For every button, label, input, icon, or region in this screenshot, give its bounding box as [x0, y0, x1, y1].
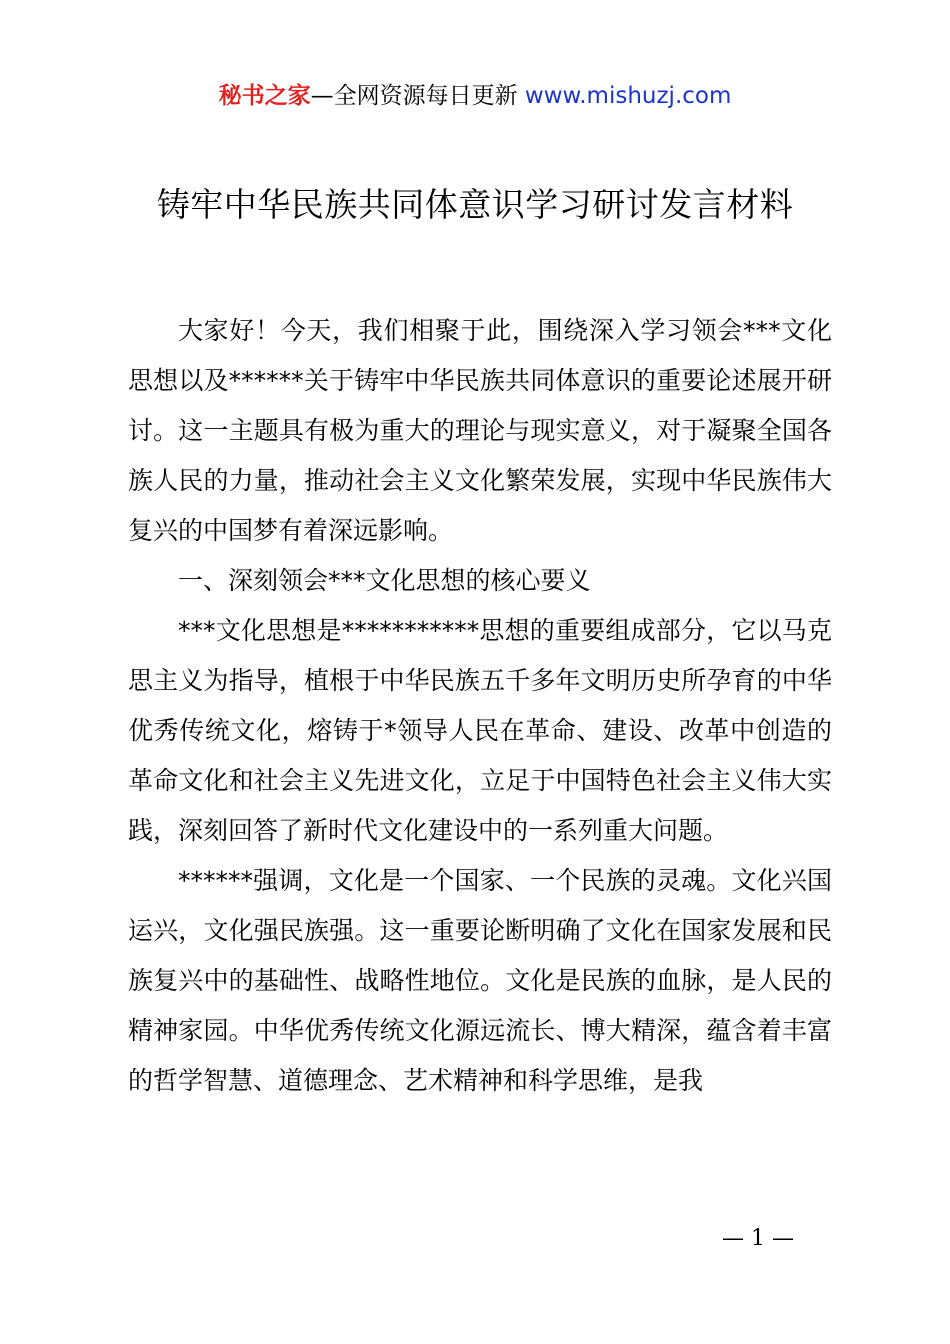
paragraph-culture-thought: ***文化思想是***********思想的重要组成部分，它以马克思主义为指导，植根于中华民族五千多年文明历史所孕育的中华优秀传统文化，熔铸于*领导人民在革命、建设、改革中创造的革命文化和社会主义先进文化，立足于中国特色社会主义伟大实践，深刻回答了新时代文化建设中的一系列重大问题。 [128, 616, 832, 845]
paragraph-greeting: 大家好！今天，我们相聚于此，围绕深入学习领会***文化思想以及******关于铸牢中华民族共同体意识的重要论述展开研讨。这一主题具有极为重大的理论与现实意义，对于凝聚全国各族人民的力量，推动社会主义文化繁荣发展，实现中华民族伟大复兴的中国梦有着深远影响。 [128, 316, 832, 545]
page-number: — 1 — [722, 1226, 794, 1251]
document-title: 铸牢中华民族共同体意识学习研讨发言材料 [156, 185, 794, 224]
site-url-link[interactable]: www.mishuzj.com [524, 83, 732, 109]
brand-name: 秘书之家 [218, 83, 311, 109]
paragraph-culture-soul: ******强调，文化是一个国家、一个民族的灵魂。文化兴国运兴，文化强民族强。这一重要论断明确了文化在国家发展和民族复兴中的基础性、战略性地位。文化是民族的血脉，是人民的精神家园。中华优秀传统文化源远流长、博大精深，蕴含着丰富的哲学智慧、道德理念、艺术精神和科学思维，是我 [128, 866, 832, 1095]
site-header [0, 80, 950, 112]
document-body [128, 306, 832, 1106]
header-tagline: —全网资源每日更新 [310, 83, 525, 109]
section-heading-1: 一、深刻领会***文化思想的核心要义 [178, 566, 591, 595]
